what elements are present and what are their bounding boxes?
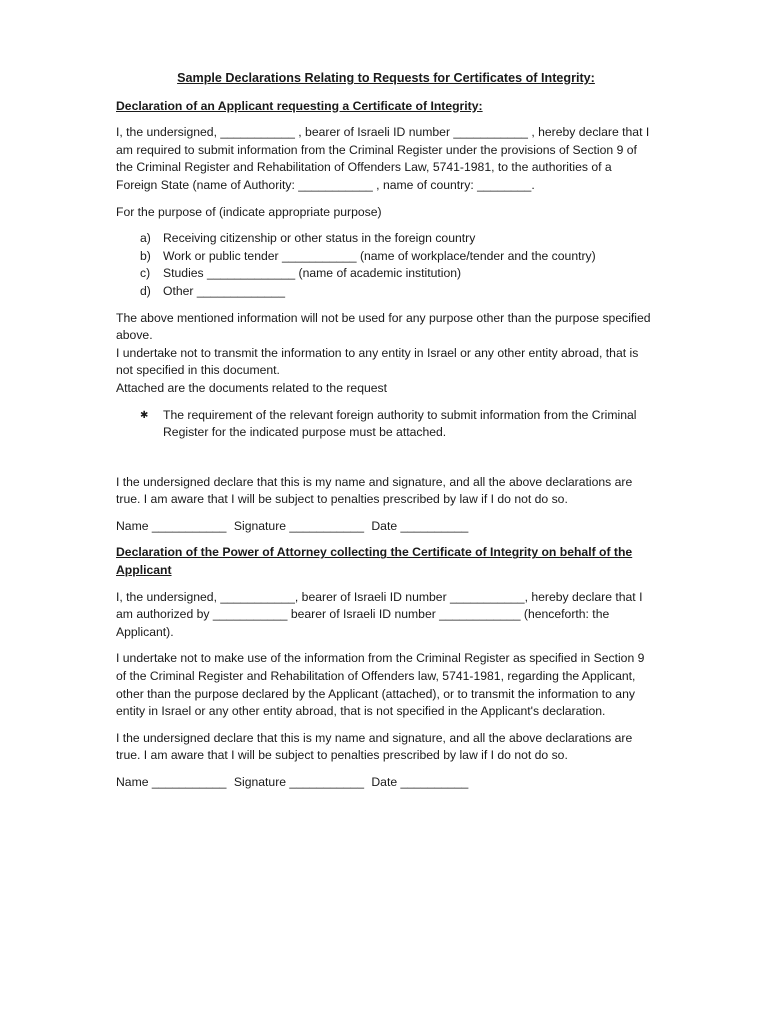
name-field: Name ___________ — [116, 518, 227, 533]
transmit-undertaking-text: I undertake not to transmit the information to any entity in Israel or any other entity abroad, that is not specified in this document. — [116, 345, 639, 378]
usage-restriction-text: The above mentioned information will not be used for any purpose other than the purpose specified above. — [116, 310, 651, 343]
purpose-item — [140, 283, 656, 301]
purpose-marker: a) — [140, 231, 151, 246]
attachment-requirement — [140, 407, 656, 442]
purpose-marker: b) — [140, 248, 151, 263]
purpose-marker: c) — [140, 266, 151, 281]
purpose-item — [140, 230, 656, 248]
purpose-marker: d) — [140, 283, 151, 298]
attached-documents-text: Attached are the documents related to the request — [116, 380, 388, 395]
purpose-list — [116, 230, 656, 300]
attorney-signature-line — [116, 774, 656, 792]
signature-field: Signature ___________ — [233, 775, 364, 789]
power-of-attorney-heading: Declaration of the Power of Attorney collecting the Certificate of Integrity on behalf of the Applicant — [116, 545, 633, 578]
attorney-declaration-statement: I the undersigned declare that this is my name and signature, and all the above declarations are true. I am aware that I will be subject to penalties prescribed by law if I do not do so. — [116, 730, 633, 763]
applicant-declaration-statement: I the undersigned declare that this is my name and signature, and all the above declarations are true. I am aware that I will be subject to penalties prescribed by law if I do not do so. — [116, 474, 633, 507]
attorney-intro-paragraph: I, the undersigned, ___________, bearer of Israeli ID number ___________, hereby declare that I am authorized by ___________ bearer of Israeli ID number ____________ (henceforth: the Applicant). — [116, 589, 643, 639]
asterisk-bullet-icon: ✱ — [140, 409, 149, 421]
purpose-item — [140, 265, 656, 283]
purpose-item — [140, 248, 656, 266]
applicant-intro-paragraph: I, the undersigned, ___________ , bearer of Israeli ID number ___________ , hereby declare that I am required to submit information from the Criminal Register under the provisions of Section 9 of the Criminal Register and Rehabilitation of Offenders Law, 5741-1981, to the authorities of a Foreign State (name of Authority: ___________ , name of country: ________. — [116, 125, 650, 192]
name-field: Name ___________ — [116, 775, 227, 789]
purpose-intro: For the purpose of (indicate appropriate purpose) — [116, 204, 382, 219]
date-field: Date __________ — [371, 518, 469, 533]
purpose-text: Receiving citizenship or other status in the foreign country — [163, 231, 476, 246]
purpose-text: Work or public tender ___________ (name of workplace/tender and the country) — [163, 248, 596, 263]
document-content — [116, 70, 656, 801]
applicant-declaration-heading: Declaration of an Applicant requesting a Certificate of Integrity: — [116, 98, 483, 113]
purpose-text: Other _____________ — [163, 283, 285, 298]
purpose-text: Studies _____________ (name of academic institution) — [163, 266, 462, 281]
signature-field: Signature ___________ — [233, 518, 364, 533]
date-field: Date __________ — [371, 775, 469, 789]
applicant-signature-line — [116, 518, 656, 536]
document-title: Sample Declarations Relating to Requests for Certificates of Integrity: — [177, 71, 595, 85]
attorney-undertaking-paragraph: I undertake not to make use of the information from the Criminal Register as specified in Section 9 of the Criminal Register and Rehabilitation of Offenders law, 5741-1981, regarding the Applicant, other than the purpose declared by the Applicant (attached), or to transmit the information to any entity in Israel or any other entity abroad, that is not specified in the Applicant's declaration. — [116, 651, 645, 719]
attachment-requirement-text: The requirement of the relevant foreign authority to submit information from the Criminal Register for the indicated purpose must be attached. — [163, 407, 637, 440]
